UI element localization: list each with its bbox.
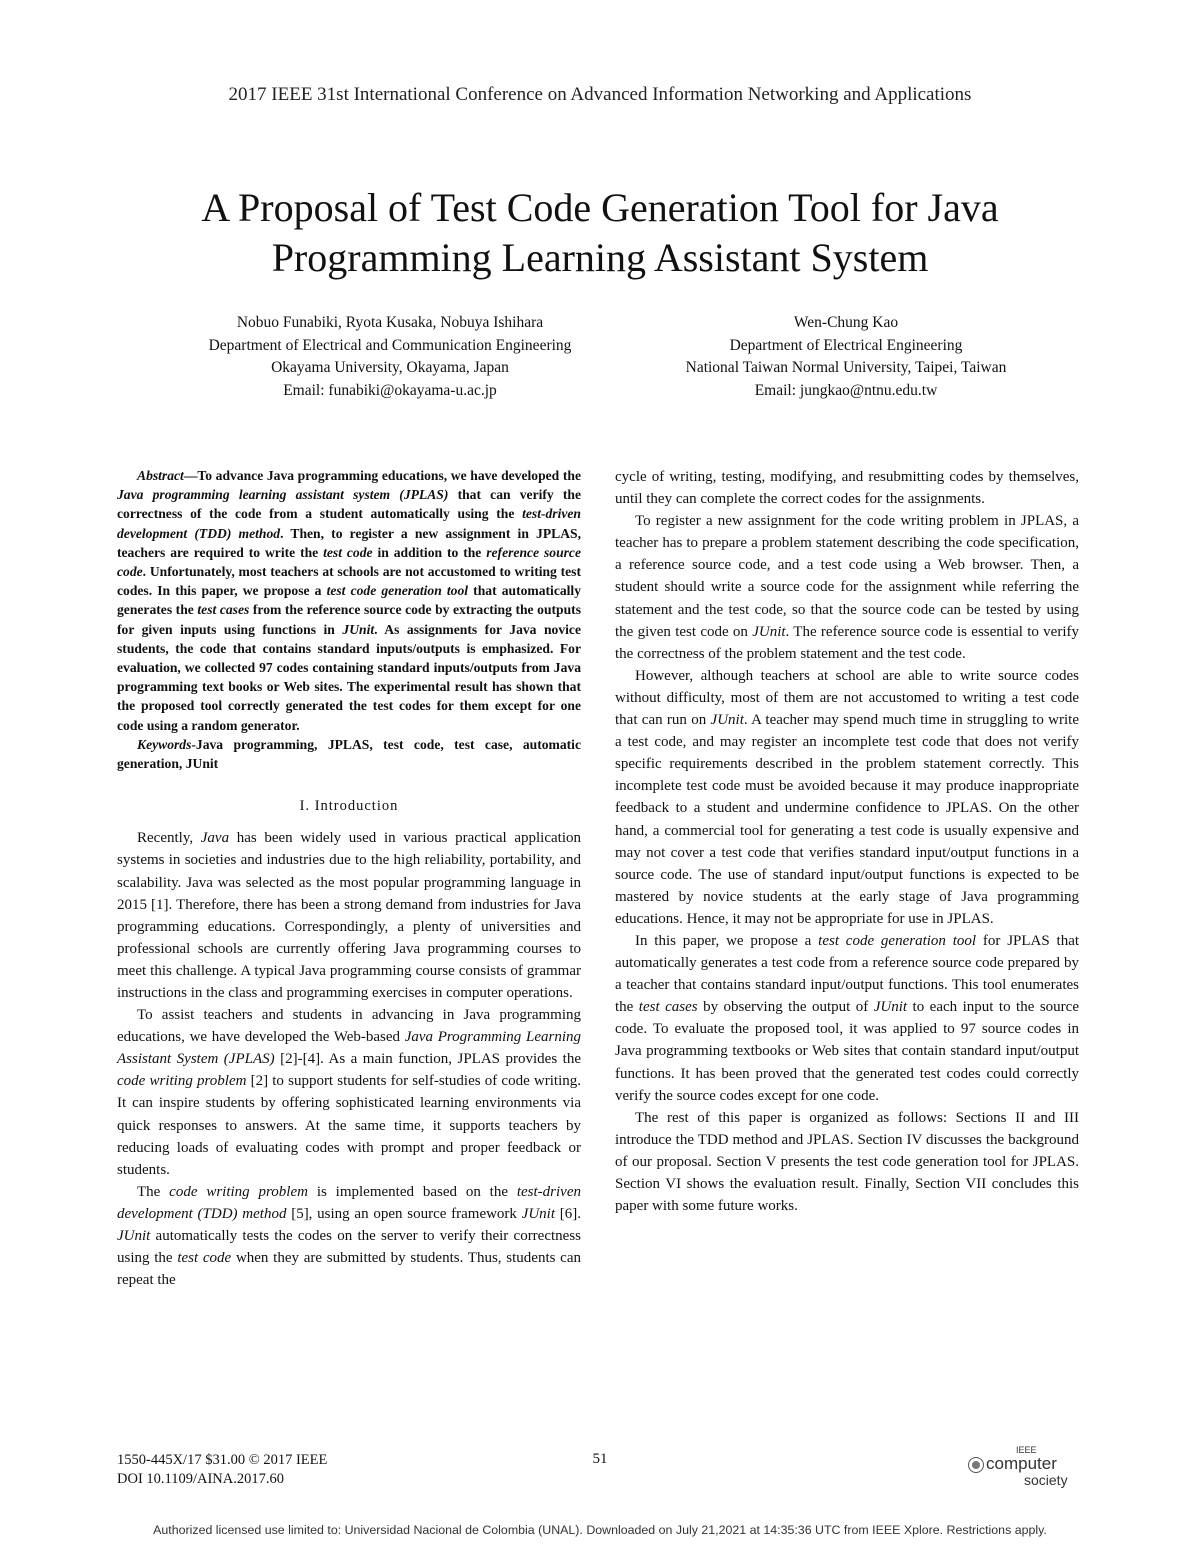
issn: 1550-445X/17 $31.00 © 2017 IEEE [117, 1452, 328, 1468]
paragraph: The rest of this paper is organized as follows: Sections II and III introduce the TDD method and JPLAS. Section IV discusses the background of our proposal. Section V presents the test code generation tool for JPLAS. Section VI shows the evaluation result. Finally, Section VII concludes this paper with some future works. [615, 1109, 1079, 1215]
keywords: Keywords-Java programming, JPLAS, test code, test case, automatic generation, JUnit [117, 736, 581, 772]
left-column [117, 466, 581, 1291]
author-department: Department of Electrical Engineering [729, 336, 963, 354]
logo-ieee-text: IEEE [1016, 1445, 1037, 1455]
paper-title-line2: Programming Learning Assistant System [271, 235, 929, 280]
abstract: Abstract—To advance Java programming educations, we have developed the Java programming learning assistant system (JPLAS) that can verify the correctness of the code from a student automatically using the test-driven development (TDD) method. Then, to register a new assignment in JPLAS, teachers are required to write the test code in addition to the reference source code. Unfortunately, most teachers at schools are not accustomed to writing test codes. In this paper, we propose a test code generation tool that automatically generates the test cases from the reference source code by extracting the outputs for given inputs using functions in JUnit. As assignments for Java novice students, the code that contains standard inputs/outputs is emphasized. For evaluation, we collected 97 codes containing standard inputs/outputs from Java programming text books or Web sites. The experimental result has shown that the proposed tool correctly generated the test codes for them except for one code using a random generator. [117, 468, 582, 733]
section-heading: I. Introduction [299, 798, 399, 815]
paragraph: To assist teachers and students in advancing in Java programming educations, we have developed the Web-based Java Programming Learning Assistant System (JPLAS) [2]-[4]. As a main function, JPLAS provides the code writing problem [2] to support students for self-studies of code writing. It can inspire students by offering sophisticated learning environments via quick responses to answers. At the same time, it supports teachers by reducing loads of evaluating codes with prompt and proper feedback or students. [117, 1007, 581, 1178]
paragraph: cycle of writing, testing, modifying, and resubmitting codes by themselves, until they can complete the correct codes for the assignments. [615, 469, 1079, 508]
paper-title [60, 183, 1140, 283]
author-affiliation: National Taiwan Normal University, Taipei, Taiwan [685, 359, 1007, 376]
keywords-label: Keywords [137, 736, 192, 752]
author-names: Wen-Chung Kao [793, 314, 899, 331]
author-email: Email: jungkao@ntnu.edu.tw [754, 381, 938, 399]
computer-society-logo [968, 1446, 1098, 1487]
paragraph: In this paper, we propose a test code generation tool for JPLAS that automatically generates a test code from a reference source code prepared by a teacher that contains standard input/output functions. This tool enumerates the test cases by observing the output of JUnit to each input to the source code. To evaluate the proposed tool, it was applied to 97 source codes in Java programming textbooks or Web sites that contain standard input/output functions. It has been proved that the generated test codes could correctly verify the source codes except for one code. [615, 932, 1080, 1104]
conference-header: 2017 IEEE 31st International Conference on Advanced Information Networking and Applications [228, 84, 972, 105]
right-column [615, 466, 1079, 1217]
doi: DOI 10.1109/AINA.2017.60 [117, 1471, 285, 1487]
author-affiliation: Okayama University, Okayama, Japan [271, 359, 509, 376]
ieee-logo-icon [968, 1457, 984, 1473]
author-names: Nobuo Funabiki, Ryota Kusaka, Nobuya Ishihara [236, 314, 544, 331]
paragraph: However, although teachers at school are able to write source codes without difficulty, most of them are not accustomed to writing a test code that can run on JUnit. A teacher may spend much time in struggling to write a test code, and may register an incomplete test code that does not verify specific requirements described in the problem statement correctly. This incomplete test code must be avoided because it may produce inappropriate feedback to a student and undermine confidence to JPLAS. On the other hand, a commercial tool for generating a test code is usually expensive and may not cover a test code that verifies standard input/output functions in a source code. The use of standard input/output functions is expected to be mastered by novice students at the early stage of Java programming educations. Hence, it may not be appropriate for use in JPLAS. [615, 667, 1079, 927]
logo-computer-text: computer [986, 1454, 1057, 1473]
paper-title-line1: A Proposal of Test Code Generation Tool for Java [201, 185, 999, 230]
abstract-label: Abstract [137, 468, 184, 483]
author-email: Email: funabiki@okayama-u.ac.jp [283, 381, 497, 399]
license-notice: Authorized licensed use limited to: Universidad Nacional de Colombia (UNAL). Downloaded on July 21,2021 at 14:35:36 UTC from IEEE Xplore. Restrictions apply. [153, 1523, 1047, 1537]
author-department: Department of Electrical and Communication Engineering [208, 336, 572, 354]
page-number: 51 [592, 1451, 608, 1467]
author-block-1 [150, 312, 630, 402]
paragraph: To register a new assignment for the code writing problem in JPLAS, a teacher has to prepare a problem statement describing the code specification, a reference source code, and a test code using a Web browser. Then, a student should write a source code for the assignment while referring the statement and the test code, so that the source code can be tested by using the given test code on JUnit. The reference source code is essential to verify the correctness of the problem statement and the test code. [615, 513, 1079, 662]
author-block-2 [606, 312, 1086, 402]
paragraph: Recently, Java has been widely used in various practical application systems in societies and industries due to the high reliability, portability, and scalability. Java was selected as the most popular programming language in 2015 [1]. Therefore, there has been a strong demand from industries for Java programming educations. Correspondingly, a plenty of universities and professional schools are currently offering Java programming courses to meet this challenge. A typical Java programming course consists of grammar instructions in the class and programming exercises in computer operations. [117, 830, 582, 1001]
paragraph: The code writing problem is implemented based on the test-driven development (TDD) method [5], using an open source framework JUnit [6]. JUnit automatically tests the codes on the server to verify their correctness using the test code when they are submitted by students. Thus, students can repeat the [117, 1183, 581, 1289]
logo-society-text: society [1024, 1471, 1068, 1488]
footer-left [117, 1451, 327, 1489]
